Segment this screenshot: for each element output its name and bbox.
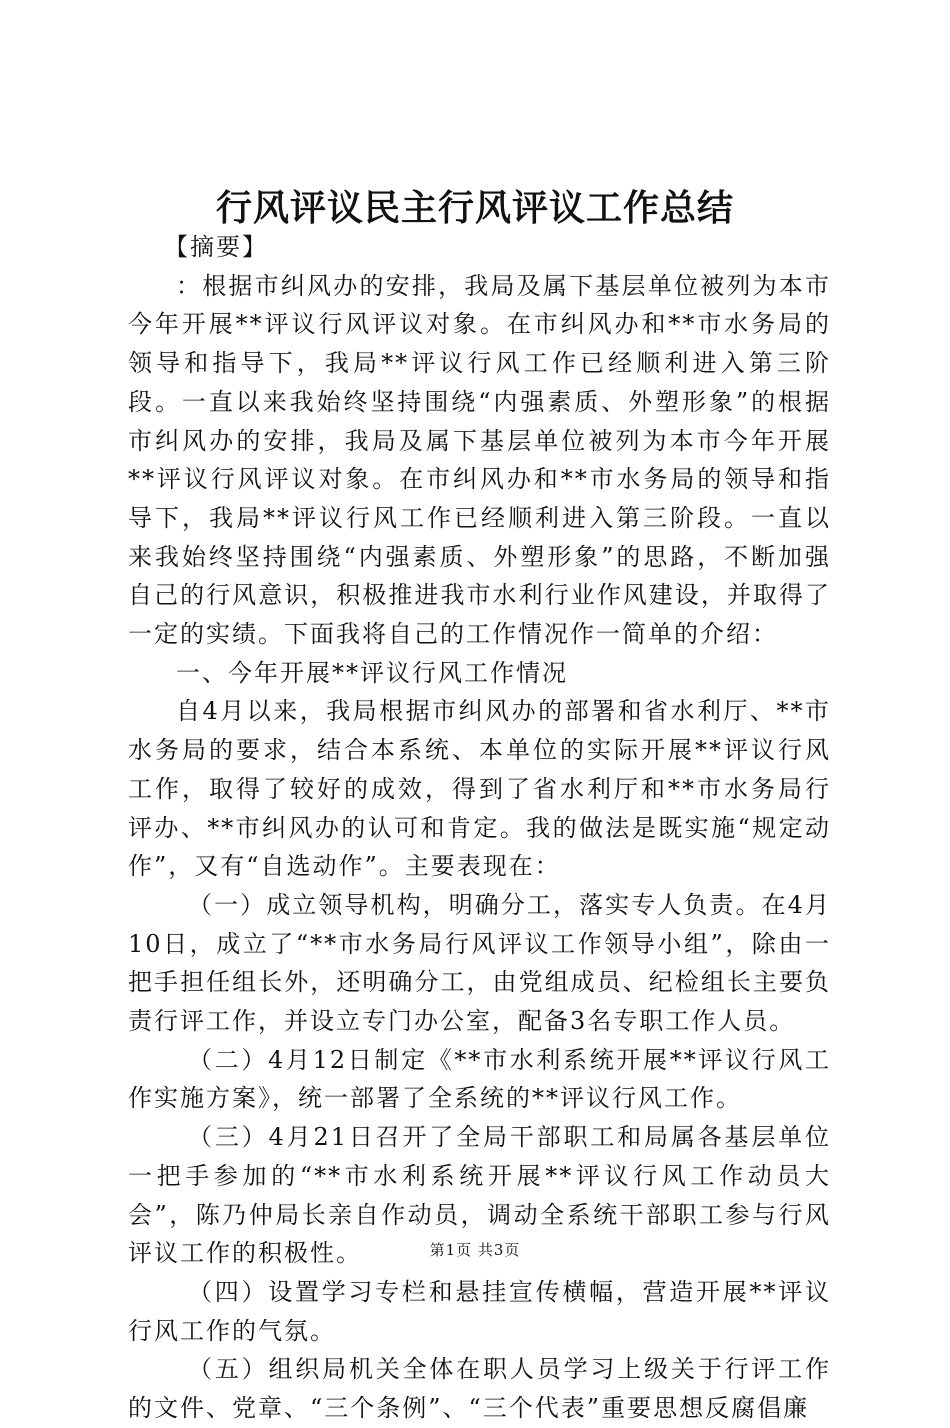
section-heading: 一、今年开展**评议行风工作情况 (176, 658, 568, 687)
abstract-label: 【摘要】 (164, 233, 268, 261)
list-item-paragraph: （三）4月21日召开了全局干部职工和局属各基层单位一把手参加的“**市水利系统开展**评议行风工作动员大会”，陈乃仲局长亲自作动员，调动全系统干部职工参与行风评议工作的积极性。 (128, 1123, 831, 1268)
abstract-paragraph: ：根据市纠风办的安排，我局及属下基层单位被列为本市今年开展**评议行风评议对象。在市纠风办和**市水务局的领导和指导下，我局**评议行风工作已经顺利进入第三阶段。一直以来我始终坚持围绕“内强素质、外塑形象”的根据市纠风办的安排，我局及属下基层单位被列为本市今年开展**评议行风评议对象。在市纠风办和**市水务局的领导和指导下，我局**评议行风工作已经顺利进入第三阶段。一直以来我始终坚持围绕“内强素质、外塑形象”的思路，不断加强自己的行风意识，积极推进我市水利行业作风建设，并取得了一定的实绩。下面我将自己的工作情况作一简单的介绍： (128, 271, 831, 649)
document-title: 行风评议民主行风评议工作总结 (215, 187, 734, 229)
list-item-paragraph: （五）组织局机关全体在职人员学习上级关于行评工作的文件、党章、“三个条例”、“三个代表”重要思想反腐倡廉 (128, 1355, 831, 1423)
body-paragraph: 自4月以来，我局根据市纠风办的部署和省水利厅、**市水务局的要求，结合本系统、本单位的实际开展**评议行风工作，取得了较好的成效，得到了省水利厅和**市水务局行评办、**市纠风办的认可和肯定。我的做法是既实施“规定动作”，又有“自选动作”。主要表现在： (128, 697, 831, 881)
page-number-footer: 第1页 共3页 (429, 1241, 521, 1259)
list-item-paragraph: （二）4月12日制定《**市水利系统开展**评议行风工作实施方案》，统一部署了全系统的**评议行风工作。 (128, 1045, 831, 1113)
list-item-paragraph: （一）成立领导机构，明确分工，落实专人负责。在4月10日，成立了“**市水务局行风评议工作领导小组”，除由一把手担任组长外，还明确分工，由党组成员、纪检组长主要负责行评工作，并设立专门办公室，配备3名专职工作人员。 (128, 890, 831, 1036)
list-item-paragraph: （四）设置学习专栏和悬挂宣传横幅，营造开展**评议行风工作的气氛。 (128, 1277, 831, 1345)
